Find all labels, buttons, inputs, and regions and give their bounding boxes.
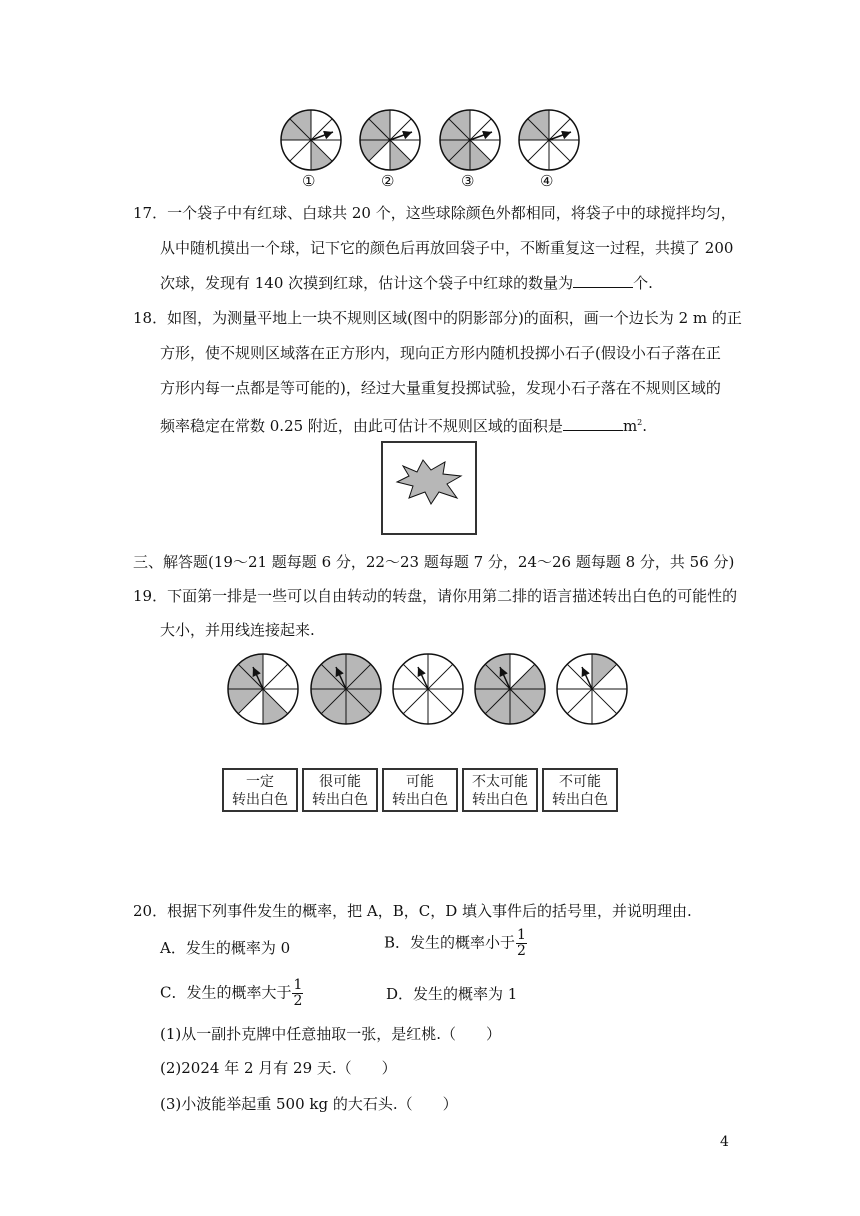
- q20-option-b-text: B．发生的概率小于: [384, 933, 516, 952]
- q17-tail: 个.: [633, 274, 653, 292]
- spinner-1: [281, 110, 341, 170]
- q20-option-c-text: C．发生的概率大于: [160, 983, 292, 1002]
- q20-option-d: D．发生的概率为 1: [386, 985, 518, 1003]
- q20-option-b: [384, 928, 527, 959]
- q20-option-b-fraction: [516, 928, 527, 959]
- q17-line-3: [160, 273, 653, 293]
- q19-line-1: 19．下面第一排是一些可以自由转动的转盘，请你用第二排的语言描述转出白色的可能性的: [133, 587, 738, 605]
- page-number: 4: [720, 1134, 729, 1150]
- spinner-label-4: ④: [540, 172, 554, 190]
- q18-line-4: [160, 413, 647, 436]
- q20-title: 20．根据下列事件发生的概率，把 A，B，C，D 填入事件后的括号里，并说明理由.: [133, 902, 692, 920]
- desc-box-line1: 不可能: [559, 774, 601, 790]
- fraction-denominator: 2: [293, 993, 303, 1009]
- desc-box-line1: 一定: [246, 774, 274, 790]
- spinner-label-3: ③: [461, 172, 475, 190]
- q20-option-c: [160, 978, 303, 1009]
- desc-box-line2: 转出白色: [312, 792, 368, 808]
- fraction-denominator: 2: [517, 943, 526, 959]
- desc-box-line1: 可能: [406, 774, 434, 790]
- q18-answer-blank[interactable]: [563, 416, 623, 431]
- spinner-label-1: ①: [302, 172, 316, 190]
- q19-line-2: 大小，并用线连接起来.: [160, 621, 315, 639]
- spinner-4: [519, 110, 579, 170]
- desc-box-impossible[interactable]: [542, 768, 618, 812]
- q18-unit: m: [622, 417, 638, 435]
- desc-box-certain[interactable]: [222, 768, 298, 812]
- fraction-numerator: 1: [517, 927, 526, 943]
- fraction-numerator: 1: [293, 977, 303, 993]
- spinner-3: [440, 110, 500, 170]
- desc-box-line1: 很可能: [319, 774, 361, 790]
- q19-spinner-4: [475, 654, 545, 724]
- desc-box-very-likely[interactable]: [302, 768, 378, 812]
- q19-spinner-5: [557, 654, 627, 724]
- q19-spinner-1: [228, 654, 298, 724]
- desc-box-possible[interactable]: [382, 768, 458, 812]
- spinner-label-2: ②: [381, 172, 395, 190]
- desc-box-line1: 不太可能: [472, 774, 528, 790]
- q19-spinners-figure: [222, 652, 634, 728]
- q19-spinner-3: [393, 654, 463, 724]
- q20-option-a: A．发生的概率为 0: [160, 939, 291, 957]
- q20-item-1: (1)从一副扑克牌中任意抽取一张，是红桃.（ ）: [160, 1025, 502, 1043]
- q20-item-2: (2)2024 年 2 月有 29 天.（ ）: [160, 1059, 397, 1077]
- desc-box-line2: 转出白色: [552, 792, 608, 808]
- q18-line-2: 方形，使不规则区域落在正方形内，现向正方形内随机投掷小石子(假设小石子落在正: [160, 344, 721, 362]
- section3-title: 三、解答题(19～21 题每题 6 分，22～23 题每题 7 分，24～26 题每题 8 分，共 56 分): [133, 553, 735, 571]
- q19-spinner-2: [311, 654, 381, 724]
- q18-end: .: [642, 417, 648, 435]
- q18-line-3: 方形内每一点都是等可能的)，经过大量重复投掷试验，发现小石子落在不规则区域的: [160, 379, 721, 397]
- irregular-region-figure: [395, 458, 465, 508]
- q17-line-3-text: 次球，发现有 140 次摸到红球，估计这个袋子中红球的数量为: [160, 274, 574, 292]
- q17-line-2: 从中随机摸出一个球，记下它的颜色后再放回袋子中，不断重复这一过程，共摸了 200: [160, 239, 734, 257]
- q20-item-3: (3)小波能举起重 500 kg 的大石头.（ ）: [160, 1095, 458, 1113]
- desc-box-line2: 转出白色: [472, 792, 528, 808]
- q18-line-1: 18．如图，为测量平地上一块不规则区域(图中的阴影部分)的面积，画一个边长为 2 m 的正: [133, 309, 742, 327]
- q20-option-c-fraction: [292, 978, 303, 1009]
- desc-box-line2: 转出白色: [392, 792, 448, 808]
- q19-description-boxes: [222, 768, 618, 812]
- q17-answer-blank[interactable]: [573, 273, 633, 288]
- q18-unit-sup: 2: [637, 418, 643, 427]
- spinner-2: [360, 110, 420, 170]
- desc-box-unlikely[interactable]: [462, 768, 538, 812]
- desc-box-line2: 转出白色: [232, 792, 288, 808]
- q17-line-1: 17．一个袋子中有红球、白球共 20 个，这些球除颜色外都相同，将袋子中的球搅拌均匀，: [133, 204, 736, 222]
- q18-line-4-text: 频率稳定在常数 0.25 附近，由此可估计不规则区域的面积是: [160, 417, 563, 435]
